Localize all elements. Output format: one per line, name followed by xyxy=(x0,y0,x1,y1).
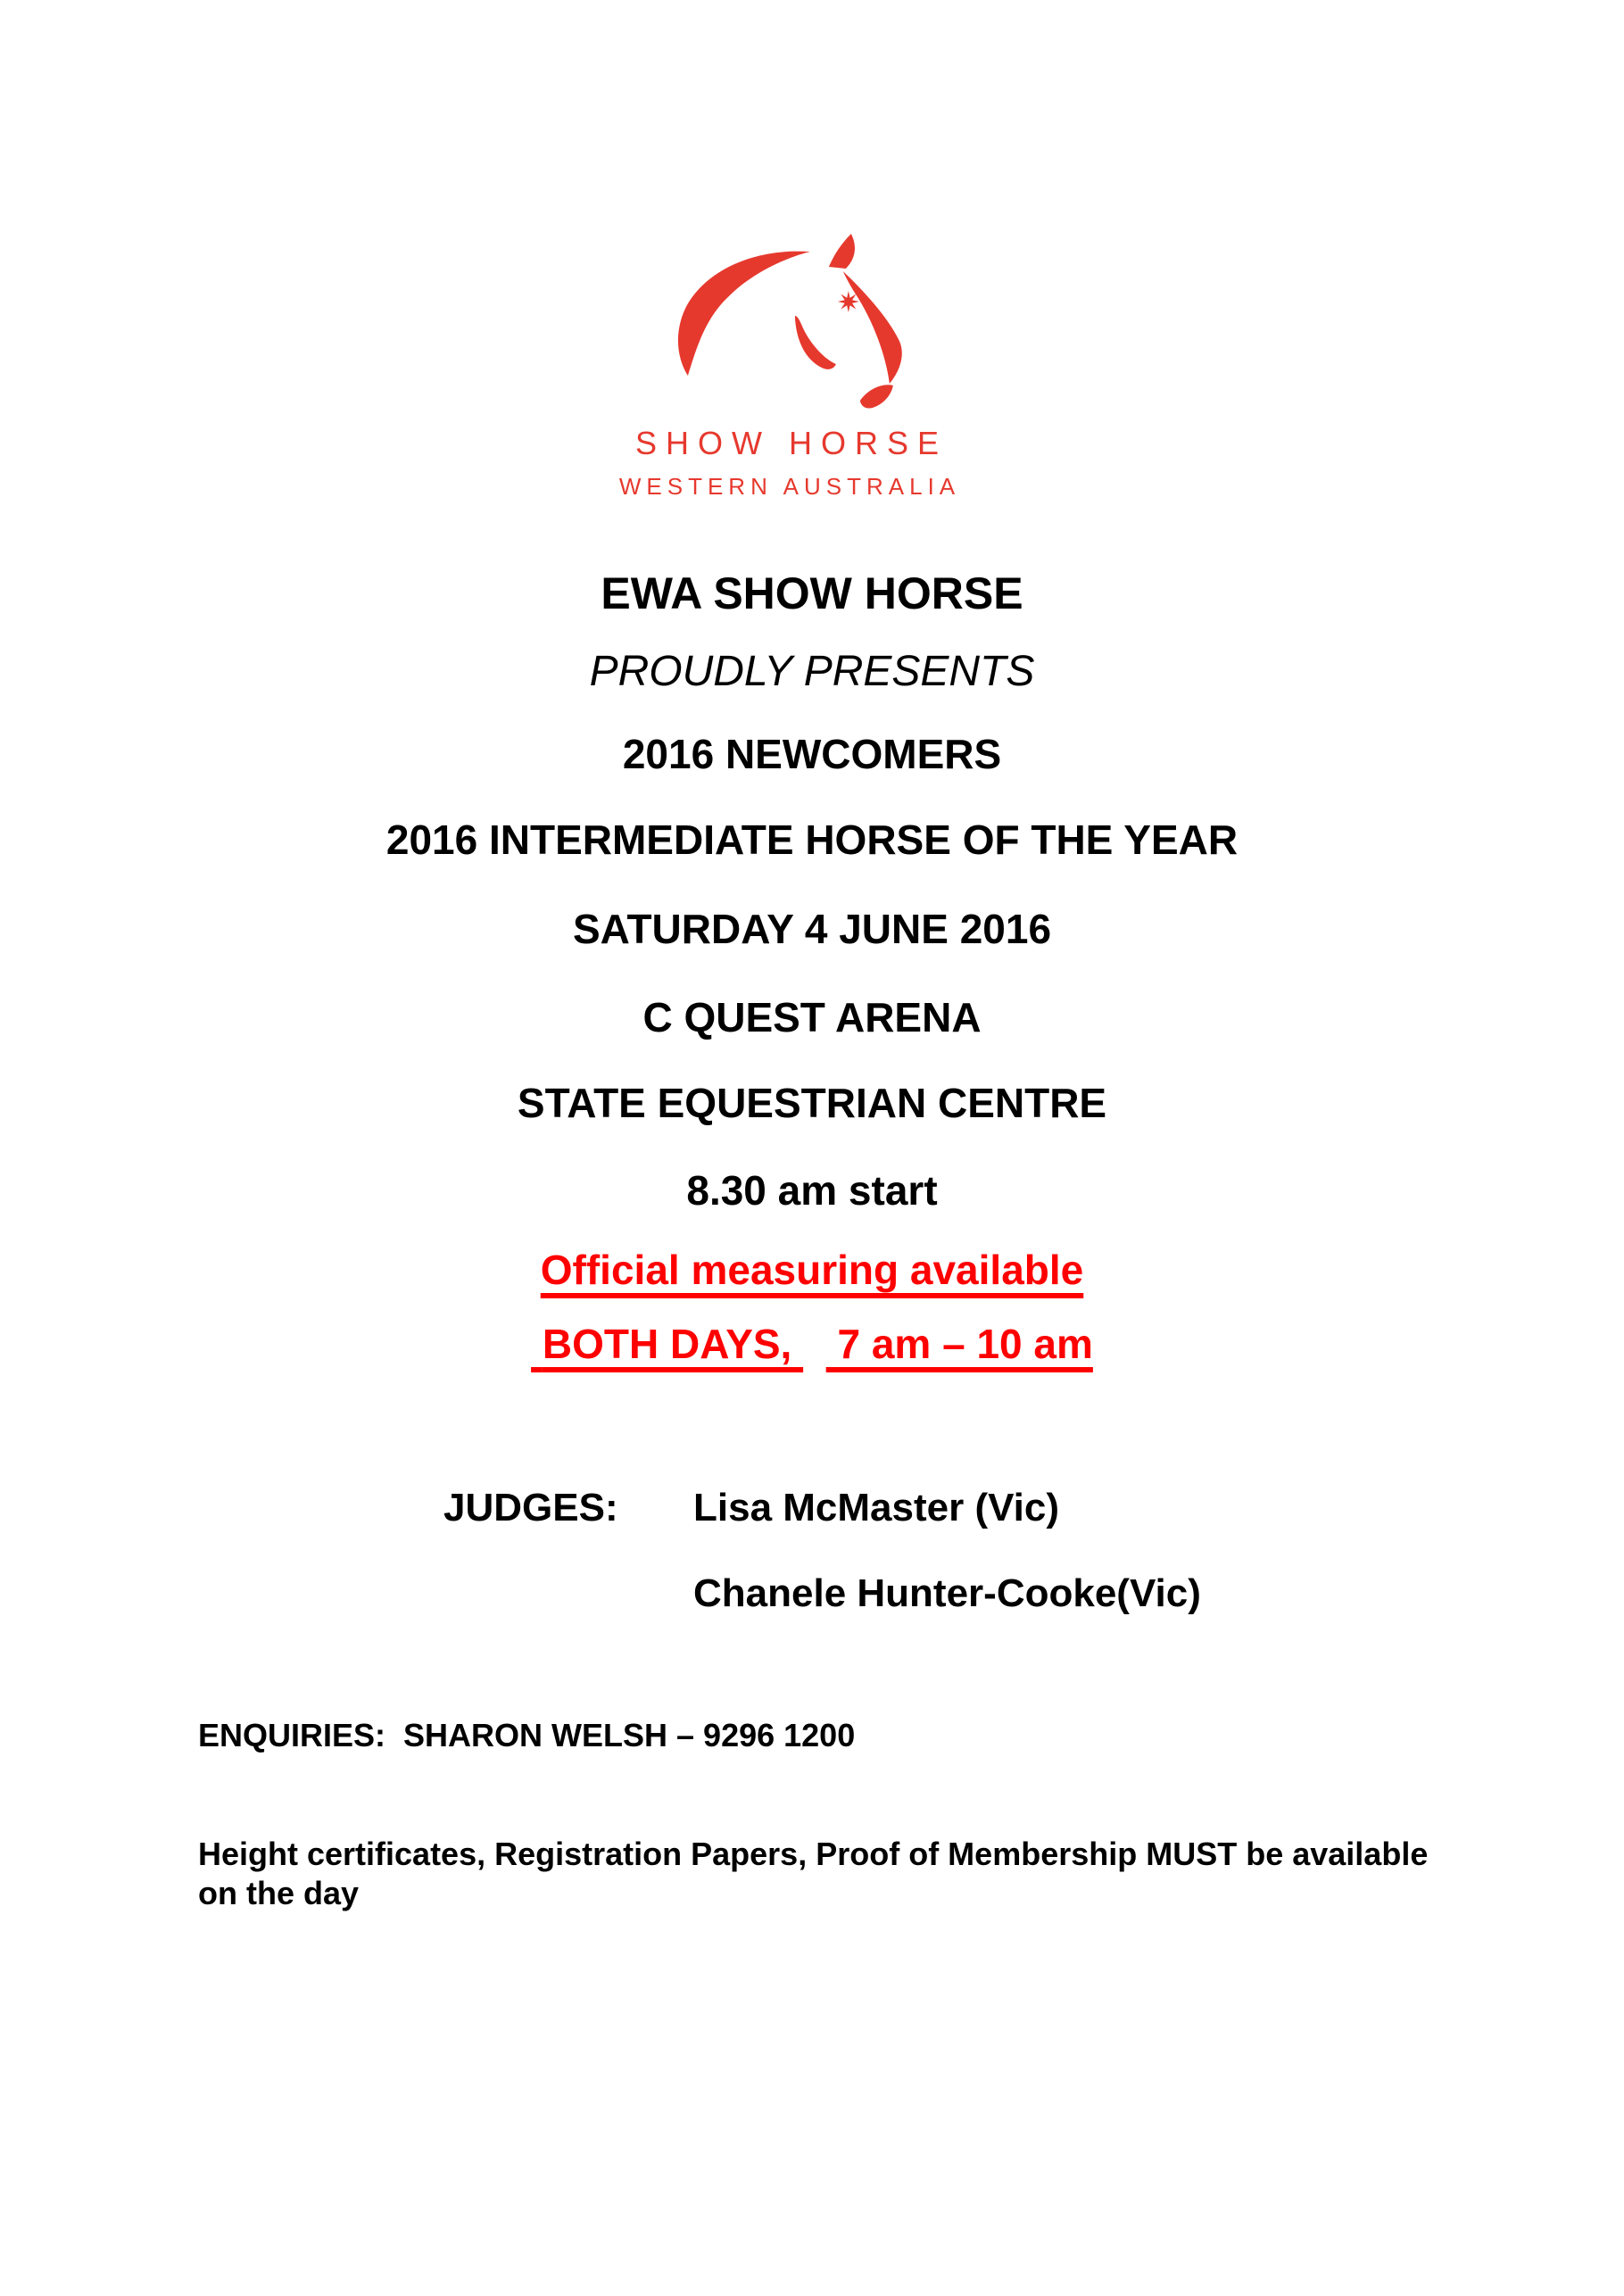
judges-label: JUDGES: xyxy=(443,1486,618,1529)
judge-name-1: Lisa McMaster (Vic) xyxy=(693,1486,1060,1529)
logo-brand-region: WESTERN AUSTRALIA xyxy=(618,473,961,500)
judge-name-2: Chanele Hunter-Cooke(Vic) xyxy=(693,1571,1201,1615)
measuring-line2 xyxy=(0,1313,1624,1375)
title-stack xyxy=(0,562,1624,1375)
title-start-time: 8.30 am start xyxy=(686,1167,938,1214)
measuring-line1-text: Official measuring available xyxy=(540,1247,1084,1293)
title-arena: C QUEST ARENA xyxy=(642,994,982,1040)
measuring-line1 xyxy=(0,1239,1624,1301)
enquiries-line: ENQUIRIES: SHARON WELSH – 9296 1200 xyxy=(198,1717,856,1753)
title-intermediate: 2016 INTERMEDIATE HORSE OF THE YEAR xyxy=(385,816,1239,863)
title-date: SATURDAY 4 JUNE 2016 xyxy=(572,906,1052,952)
footer-note: Height certificates, Registration Papers, Proof of Membership MUST be available on the day xyxy=(198,1836,1429,1911)
title-presents: PROUDLY PRESENTS xyxy=(589,648,1035,695)
title-newcomers: 2016 NEWCOMERS xyxy=(622,731,1002,777)
logo-brand-name: SHOW HORSE xyxy=(634,425,948,461)
title-main: EWA SHOW HORSE xyxy=(601,568,1023,618)
horse-head-icon xyxy=(662,225,912,412)
measuring-separator xyxy=(803,1321,826,1367)
title-venue: STATE EQUESTRIAN CENTRE xyxy=(517,1080,1107,1126)
measuring-days-text: BOTH DAYS, xyxy=(531,1321,804,1367)
judges-section xyxy=(443,1480,1201,1621)
show-horse-logo xyxy=(614,225,960,501)
measuring-hours-text: 7 am – 10 am xyxy=(825,1321,1093,1367)
